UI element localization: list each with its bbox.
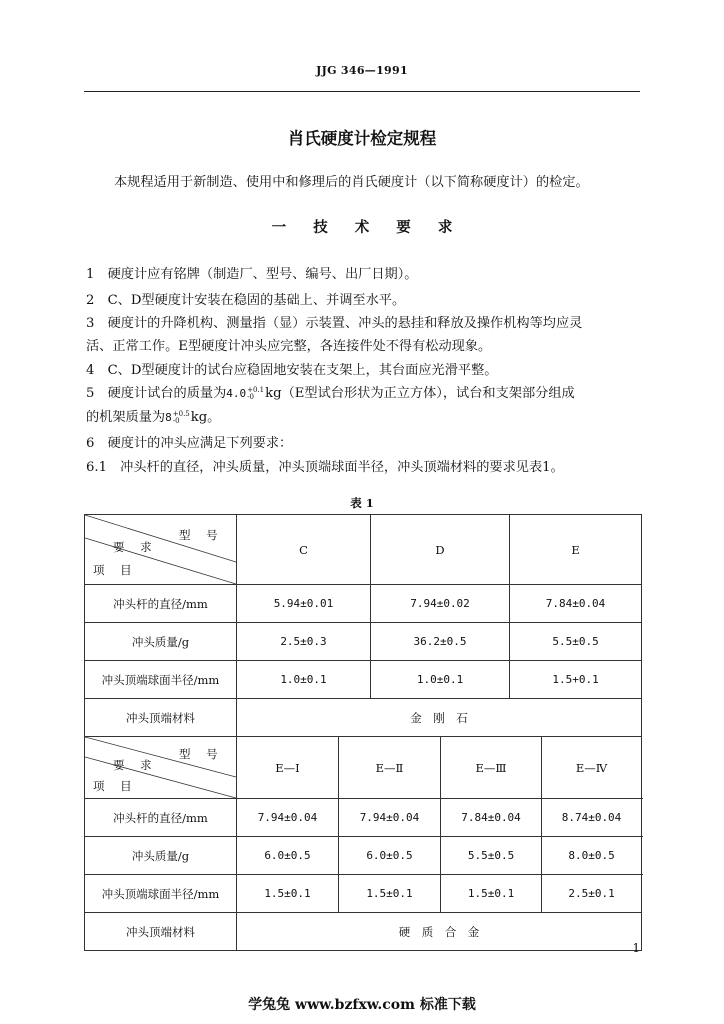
paragraph-2: 2 C、D型硬度计安装在稳固的基础上、并调至水平。 <box>86 293 406 308</box>
cell-value: 7.84±0.04 <box>510 585 642 623</box>
table-corner-cell-1 <box>85 515 237 585</box>
type-header-e3: E—Ⅲ <box>441 737 542 799</box>
p5-mass-tolerance <box>247 387 264 401</box>
type-header-e2: E—Ⅱ <box>339 737 441 799</box>
paragraph-5-line2 <box>86 406 220 425</box>
cell-value: 1.5±0.1 <box>237 875 339 913</box>
row-label: 冲头杆的直径/mm <box>85 799 237 837</box>
table-header-row-1 <box>85 515 642 585</box>
paragraph-6: 6 硬度计的冲头应满足下列要求： <box>86 436 293 451</box>
paragraph-3-line2: 活、正常工作。E型硬度计冲头应完整，各连接件处不得有松动现象。 <box>86 339 492 354</box>
cell-value: 7.94±0.04 <box>237 799 339 837</box>
table-header-row-2 <box>85 737 642 799</box>
p5b-mass-lower: -0 <box>172 416 180 425</box>
material-value-hard-alloy: 硬 质 合 金 <box>237 913 642 951</box>
row-label: 冲头质量/g <box>85 623 237 661</box>
row-label: 冲头顶端球面半径/mm <box>85 661 237 699</box>
cell-value: 2.5±0.1 <box>542 875 642 913</box>
table-row <box>85 837 642 875</box>
cell-value: 8.0±0.5 <box>542 837 642 875</box>
p5b-text-post: kg。 <box>190 410 221 425</box>
table-row <box>85 585 642 623</box>
table-row <box>85 699 642 737</box>
corner-item-label: 项 目 <box>93 563 138 577</box>
type-header-e: E <box>510 515 642 585</box>
header-rule <box>84 91 640 92</box>
type-header-e1: E—Ⅰ <box>237 737 339 799</box>
cell-value: 5.5±0.5 <box>441 837 542 875</box>
section-title: 一 技 术 要 求 <box>271 219 453 236</box>
cell-value: 5.5±0.5 <box>510 623 642 661</box>
cell-value: 1.0±0.1 <box>371 661 510 699</box>
cell-value: 1.5±0.1 <box>441 875 542 913</box>
p5-mass-upper: +0.1 <box>247 385 265 394</box>
cell-value: 8.74±0.04 <box>542 799 642 837</box>
corner-type-label: 型 号 <box>179 747 224 761</box>
row-label: 冲头杆的直径/mm <box>85 585 237 623</box>
paragraph-4: 4 C、D型硬度计的试台应稳固地安装在支架上，其台面应光滑平整。 <box>86 363 498 378</box>
document-code-header: JJG 346—1991 <box>316 64 408 77</box>
row-label: 冲头顶端材料 <box>85 913 237 951</box>
table-row <box>85 913 642 951</box>
cell-value: 5.94±0.01 <box>237 585 371 623</box>
p5b-mass-tolerance <box>173 411 190 425</box>
row-label: 冲头顶端球面半径/mm <box>85 875 237 913</box>
cell-value: 1.0±0.1 <box>237 661 371 699</box>
cell-value: 7.94±0.02 <box>371 585 510 623</box>
type-header-e4: E—Ⅳ <box>542 737 642 799</box>
footer-watermark-link[interactable]: 学兔兔 www.bzfxw.com 标准下载 <box>248 997 476 1013</box>
cell-value: 7.94±0.04 <box>339 799 441 837</box>
material-value-diamond: 金 刚 石 <box>237 699 642 737</box>
cell-value: 7.84±0.04 <box>441 799 542 837</box>
hardness-tester-table <box>84 514 642 951</box>
p5-mass-base: 4.0 <box>226 387 247 400</box>
cell-value: 6.0±0.5 <box>339 837 441 875</box>
page-number: 1 <box>632 941 640 955</box>
corner-req-label: 要 求 <box>113 540 158 554</box>
p5b-text-pre: 的机架质量为 <box>86 410 166 425</box>
cell-value: 6.0±0.5 <box>237 837 339 875</box>
table-row <box>85 661 642 699</box>
type-header-c: C <box>237 515 371 585</box>
table-caption: 表 1 <box>350 496 374 510</box>
p5b-mass-base: 8 <box>165 411 172 424</box>
page-title: 肖氏硬度计检定规程 <box>287 129 437 148</box>
corner-type-label: 型 号 <box>179 528 224 542</box>
paragraph-5-line1 <box>86 382 575 401</box>
corner-item-label: 项 目 <box>93 779 138 793</box>
cell-value: 2.5±0.3 <box>237 623 371 661</box>
table-row <box>85 875 642 913</box>
paragraph-6-1: 6.1 冲头杆的直径，冲头质量，冲头顶端球面半径，冲头顶端材料的要求见表1。 <box>86 460 564 475</box>
intro-paragraph: 本规程适用于新制造、使用中和修理后的肖氏硬度计（以下简称硬度计）的检定。 <box>114 175 589 190</box>
p5b-mass-upper: +0.5 <box>172 409 190 418</box>
corner-req-label: 要 求 <box>113 758 158 772</box>
paragraph-1: 1 硬度计应有铭牌（制造厂、型号、编号、出厂日期）。 <box>86 267 418 282</box>
type-header-d: D <box>371 515 510 585</box>
row-label: 冲头顶端材料 <box>85 699 237 737</box>
table-row <box>85 623 642 661</box>
row-label: 冲头质量/g <box>85 837 237 875</box>
p5-text-pre: 5 硬度计试台的质量为 <box>86 386 227 401</box>
p5-text-post: kg（E型试台形状为正立方体），试台和支架部分组成 <box>265 386 575 401</box>
cell-value: 36.2±0.5 <box>371 623 510 661</box>
p5-mass-lower: -0 <box>247 392 254 401</box>
table-corner-cell-2 <box>85 737 237 799</box>
cell-value: 1.5±0.1 <box>339 875 441 913</box>
cell-value: 1.5+0.1 <box>510 661 642 699</box>
table-row <box>85 799 642 837</box>
paragraph-3-line1: 3 硬度计的升降机构、测量指（显）示装置、冲头的悬挂和释放及操作机构等均应灵 <box>86 316 583 331</box>
